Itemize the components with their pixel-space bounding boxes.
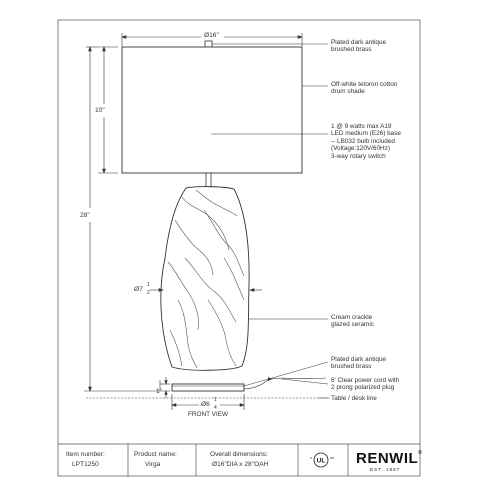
brand-name: RENWIL (356, 450, 419, 467)
base-width-frac-num: 1 (214, 397, 217, 403)
front-view-label: FRONT VIEW (188, 411, 229, 418)
ul-cert-icon (310, 453, 334, 467)
ceramic-body (161, 187, 249, 371)
lamp-base (172, 384, 244, 391)
svg-text:c: c (310, 456, 312, 460)
finial (205, 41, 212, 47)
body-width-frac-den: 2 (147, 290, 150, 296)
brand-established: EST. 1967 (370, 467, 401, 472)
ul-mark-text: UL (316, 457, 326, 465)
callout-cord: 6' Clear power cord with 2 prong polarized plug (331, 377, 400, 392)
base-height-label: 1" (156, 388, 163, 395)
product-name-label: Product name: (134, 451, 177, 458)
overall-dimensions-value: Ø16"DIA x 28"OAH (212, 461, 269, 468)
body-width-frac-num: 1 (147, 282, 150, 288)
drum-shade (122, 47, 302, 173)
callout-base: Plated dark antique brushed brass (331, 356, 387, 371)
callout-body: Cream crackle glazed ceramic (331, 314, 374, 329)
callout-bulb: 1 @ 9 watts max A19 LED medium (E26) base -- LB032 bulb included (Voltage:120V/60Hz) 3-way rotary switch (331, 123, 401, 160)
brand-logo (356, 450, 422, 467)
lamp-neck (206, 173, 211, 187)
callout-table-line: Table / desk line (331, 395, 377, 402)
body-width-label: Ø7 (134, 286, 143, 293)
shade-height-label: 10" (95, 107, 105, 114)
overall-dimensions-label: Overall dimensions: (210, 451, 268, 458)
item-number-label: Item number: (66, 451, 105, 458)
callout-shade: Off-white tetoron cotton drum shade (331, 81, 398, 96)
brand-registered-mark: ® (418, 450, 423, 456)
svg-text:us: us (330, 456, 334, 460)
top-width-label: Ø16" (204, 32, 219, 39)
base-width-frac-den: 4 (214, 405, 217, 411)
item-number-value: LPT1250 (72, 461, 99, 468)
power-cord (244, 378, 326, 389)
callout-finial: Plated dark antique brushed brass (331, 39, 387, 54)
base-width-label: Ø6 (201, 401, 210, 408)
product-name-value: Virga (145, 461, 161, 468)
overall-height-label: 28" (80, 212, 90, 219)
